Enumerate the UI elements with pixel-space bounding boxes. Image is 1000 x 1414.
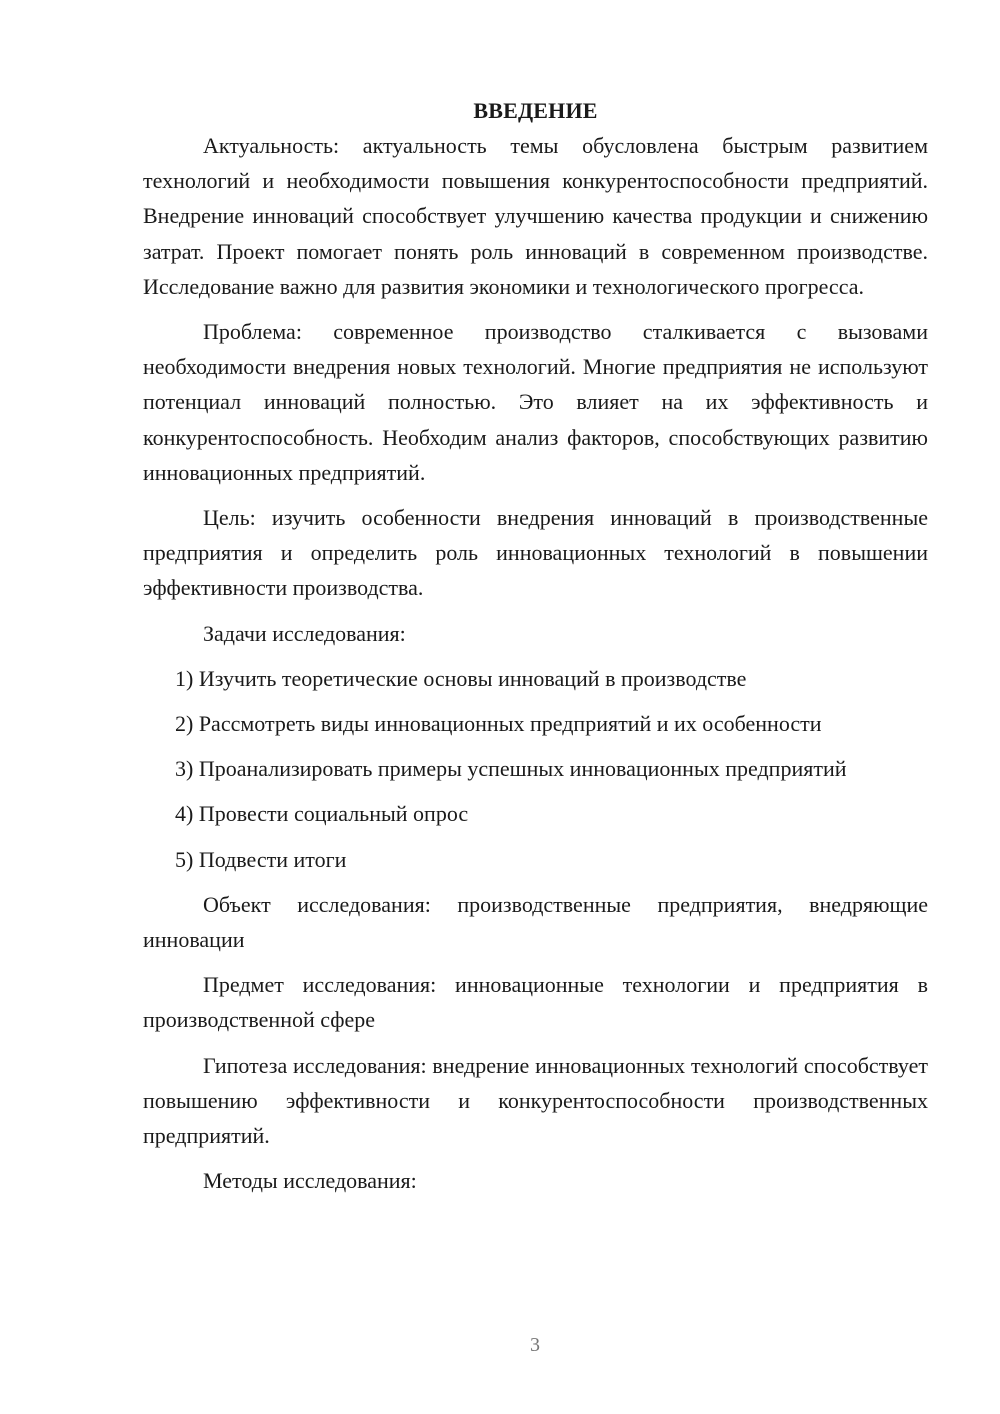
methods-heading: Методы исследования:	[203, 1168, 417, 1194]
paragraph-problem: Проблема: современное производство сталкивается с вызовами необходимости внедрения новых технологий. Многие предприятия не используют потенциал инноваций полностью. Это влияет на их эффективность и конкурентоспособность. Необходим анализ факторов, способствующих развитию инновационных предприятий.	[143, 319, 928, 485]
tasks-heading: Задачи исследования:	[203, 620, 406, 646]
task-item-2: 2) Рассмотреть виды инновационных предприятий и их особенности	[175, 711, 822, 737]
paragraph-relevance: Актуальность: актуальность темы обусловлена быстрым развитием технологий и необходимости повышения конкурентоспособности предприятий. Внедрение инноваций способствует улучшению качества продукции и снижению затрат. Проект помогает понять роль инноваций в современном производстве. Исследование важно для развития экономики и технологического прогресса.	[143, 133, 928, 299]
paragraph-subject: Предмет исследования: инновационные технологии и предприятия в производственной сфере	[143, 972, 928, 1033]
paragraph-goal: Цель: изучить особенности внедрения инноваций в производственные предприятия и определить роль инновационных технологий в повышении эффективности производства.	[143, 505, 928, 601]
document-page	[143, 93, 928, 1208]
page-number: 3	[530, 1334, 540, 1356]
paragraph-object: Объект исследования: производственные предприятия, внедряющие инновации	[143, 891, 928, 953]
task-item-5: 5) Подвести итоги	[175, 846, 347, 872]
paragraph-hypothesis: Гипотеза исследования: внедрение инновационных технологий способствует повышению эффективности и конкурентоспособности производственных предприятий.	[143, 1052, 928, 1149]
task-item-4: 4) Провести социальный опрос	[175, 801, 469, 827]
task-item-3: 3) Проанализировать примеры успешных инновационных предприятий	[175, 756, 847, 782]
task-item-1: 1) Изучить теоретические основы инноваций в производстве	[175, 665, 747, 691]
page-title: ВВЕДЕНИЕ	[473, 98, 598, 123]
